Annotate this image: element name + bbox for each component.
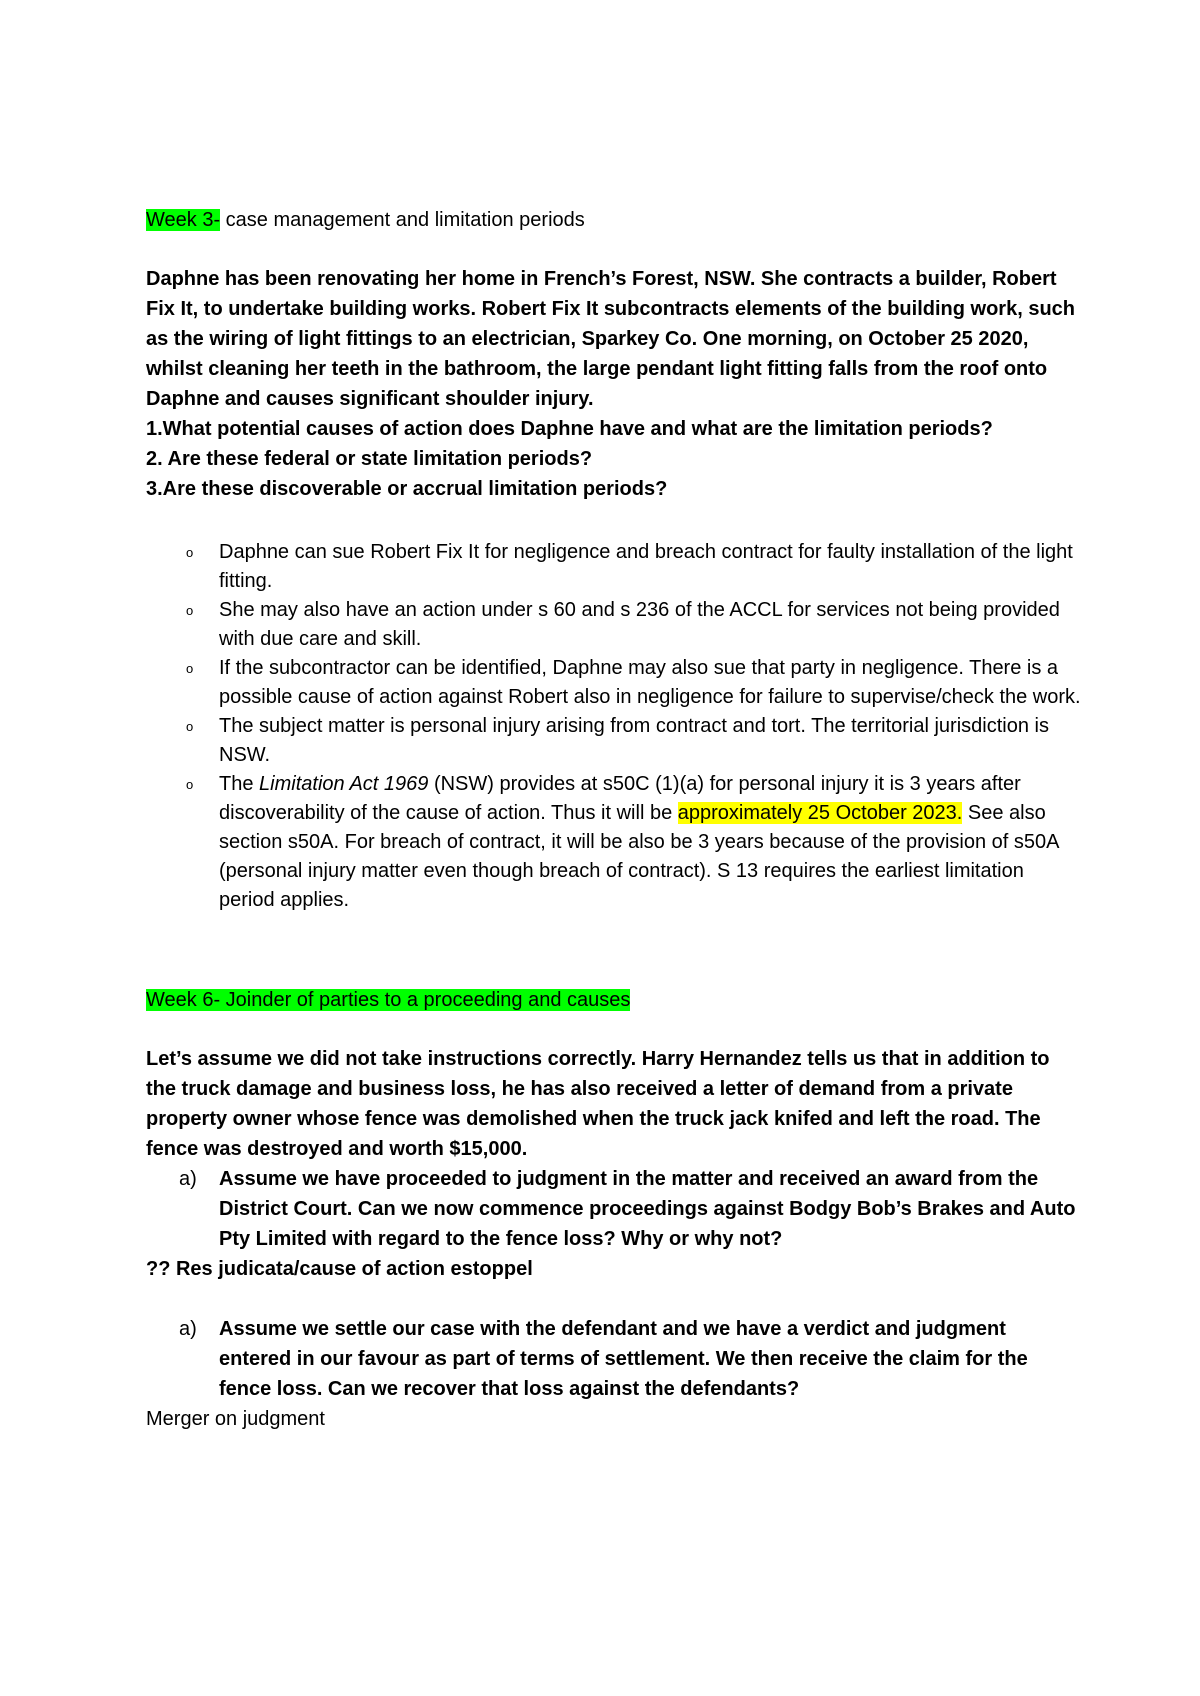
bullet-marker: o	[186, 719, 194, 734]
answer-text: The subject matter is personal injury arising from contract and tort. The territorial jurisdiction is NSW.	[219, 715, 1049, 766]
week3-scenario: Daphne has been renovating her home in French’s Forest, NSW. She contracts a builder, Robert Fix It, to undertake building works. Robert Fix It subcontracts elements of the building work, such as the wiring of light fittings to an electrician, Sparkey Co. One morning, on October 25 2020, whilst cleaning her teeth in the bathroom, the large pendant light fitting falls from the roof onto Daphne and causes significant shoulder injury.	[146, 268, 1075, 410]
answer-text: Daphne can sue Robert Fix It for negligence and breach contract for faulty installation of the light fitting.	[219, 541, 1073, 592]
answer-text-pre: The	[219, 773, 260, 795]
week6-answer-1: ?? Res judicata/cause of action estoppel	[146, 1258, 533, 1280]
bullet-marker: o	[186, 777, 194, 792]
week6-answer-2: Merger on judgment	[146, 1408, 325, 1430]
highlighted-date: approximately 25 October 2023.	[677, 802, 963, 824]
question-text: Assume we settle our case with the defendant and we have a verdict and judgment entered in our favour as part of terms of settlement. We then receive the claim for the fence loss. Can we recover that loss against the defendants?	[219, 1318, 1028, 1400]
answer-text-post: See also section s50A. For breach of contract, it will be also be 3 years because of the provision of s50A (personal injury matter even though breach of contract). S 13 requires the earliest limitation period applies.	[219, 802, 1059, 911]
act-title: Limitation Act 1969	[259, 773, 429, 795]
bullet-marker: o	[186, 545, 194, 560]
week3-question-2: 2. Are these federal or state limitation periods?	[146, 448, 593, 470]
week6-scenario: Let’s assume we did not take instructions correctly. Harry Hernandez tells us that in addition to the truck damage and business loss, he has also received a letter of demand from a private property owner whose fence was demolished when the truck jack knifed and left the road. The fence was destroyed and worth $15,000.	[146, 1048, 1050, 1160]
list-item	[186, 538, 1081, 596]
list-item	[179, 1314, 1081, 1404]
document-page	[146, 205, 1081, 1434]
list-item	[186, 712, 1081, 770]
item-marker: a)	[179, 1168, 197, 1190]
answer-text: If the subcontractor can be identified, Daphne may also sue that party in negligence. There is a possible cause of action against Robert also in negligence for failure to supervise/check the work.	[219, 657, 1081, 708]
list-item	[186, 770, 1081, 915]
answer-text: She may also have an action under s 60 and s 236 of the ACCL for services not being provided with due care and skill.	[219, 599, 1060, 650]
week3-heading	[146, 205, 1081, 235]
list-item	[186, 654, 1081, 712]
week6-question-b	[146, 1314, 1081, 1404]
week3-title: case management and limitation periods	[220, 209, 585, 231]
week3-question-1: 1.What potential causes of action does Daphne have and what are the limitation periods?	[146, 418, 993, 440]
answer-text-mid: (NSW) provides at s50C (1)(a) for personal injury it is 3 years after discoverability of the cause of action. Thus it will be	[219, 773, 1021, 824]
list-item	[186, 596, 1081, 654]
week6-question-a	[146, 1164, 1081, 1254]
bullet-marker: o	[186, 661, 194, 676]
week6-title: Week 6- Joinder of parties to a proceeding and causes	[146, 989, 631, 1011]
item-marker: a)	[179, 1318, 197, 1340]
list-item	[179, 1164, 1081, 1254]
week3-question-3: 3.Are these discoverable or accrual limitation periods?	[146, 478, 668, 500]
week3-answer-list	[146, 538, 1081, 915]
bullet-marker: o	[186, 603, 194, 618]
week3-label: Week 3-	[146, 209, 221, 231]
week6-heading	[146, 985, 1081, 1015]
question-text: Assume we have proceeded to judgment in the matter and received an award from the District Court. Can we now commence proceedings against Bodgy Bob’s Brakes and Auto Pty Limited with regard to the fence loss? Why or why not?	[219, 1168, 1076, 1250]
